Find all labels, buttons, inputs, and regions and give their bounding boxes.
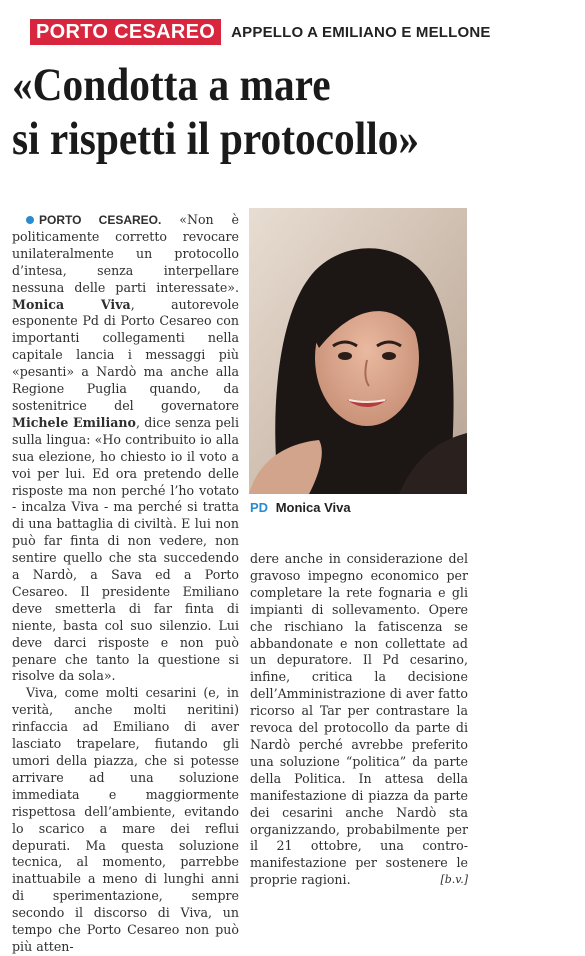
paragraph-3 <box>250 551 468 889</box>
paragraph-3-text: dere anche in considerazione del gravoso impegno economico per completare la rete fognaria e gli impianti di sollevamento. Opere che rischiano la fatiscenza se abbandonate e non collettate ad un depuratore. Il Pd cesarino, infine, critica la decisione dell’Amministrazione di aver fatto ricorso al Tar per contrastare la revoca del protocollo da parte di Nardò perché avrebbe preferito una soluzione “politica” da parte della Politica. In attesa della manifestazione di piazza da parte dei cesarini anche Nardò sta organizzando, probabilmente per il 21 ottobre, una contro-manifestazione per sostenere le proprie ragioni. <box>250 551 468 888</box>
portrait-image <box>249 208 467 494</box>
headline-line-1: «Condotta a mare <box>12 59 331 111</box>
paragraph-1 <box>12 212 239 685</box>
paragraph-2: Viva, come molti cesarini (e, in verità, anche molti neritini) rinfaccia ad Emiliano di aver lasciato trapelare, fiutando gli umori della piazza, che si potesse arrivare ad una soluzione immediata e maggiormente rispettosa dell’ambiente, evitando lo scarico a mare dei reflui depurati. Ma questa soluzione tecnica, al momento, parrebbe inattuabile a meno di lunghi anni di sperimentazione, sempre secondo il discorso di Viva, un tempo che Porto Cesareo non può più atten- <box>12 685 239 954</box>
kicker-subtitle: APPELLO A EMILIANO E MELLONE <box>231 23 491 41</box>
dateline: PORTO CESAREO. <box>39 213 162 227</box>
bullet-dot-icon <box>26 216 34 224</box>
portrait-photo <box>249 208 467 494</box>
person-name-viva: Monica Viva <box>12 296 131 312</box>
article-column-left <box>12 212 239 956</box>
photo-caption <box>250 500 351 515</box>
caption-party-tag: PD <box>250 500 269 515</box>
person-name-emiliano: Michele Emiliano <box>12 414 136 430</box>
headline <box>12 58 505 166</box>
location-tag: PORTO CESAREO <box>30 19 221 45</box>
section-kicker <box>30 19 491 45</box>
paragraph-1-text-b: , autorevole esponente Pd di Porto Cesareo con importanti collegamenti nella capitale lancia i messaggi più «pesanti» a Nardò ma anche alla Regione Puglia quando, da sostenitrice del governatore <box>12 296 240 413</box>
paragraph-1-text-a: «Non è politicamente corretto revocare unilateralmente un protocollo d’intesa, senza interpellare nessuna delle parti interessate». <box>12 212 239 295</box>
headline-line-2: si rispetti il protocollo» <box>12 113 420 165</box>
paragraph-1-text-c: , dice senza peli sulla lingua: «Ho contribuito io alla sua elezione, ho chiesto io il voto a voi per lui. Ed ora pretendo delle risposte ma non perché l’ho votato - incalza Viva - ma perché si tratta di una battaglia di civiltà. E lui non può far finta di non vedere, non sentire quello che sta succedendo a Nardò, a Sava ed a Porto Cesareo. Il presidente Emiliano deve smetterla di far finta di niente, basta col suo silenzio. Lui deve darci risposte e non può penare che tanto la questione si risolve da sola». <box>12 414 239 684</box>
author-signature: [b.v.] <box>440 873 468 887</box>
article-column-right <box>250 551 468 889</box>
caption-name: Monica Viva <box>275 500 351 515</box>
